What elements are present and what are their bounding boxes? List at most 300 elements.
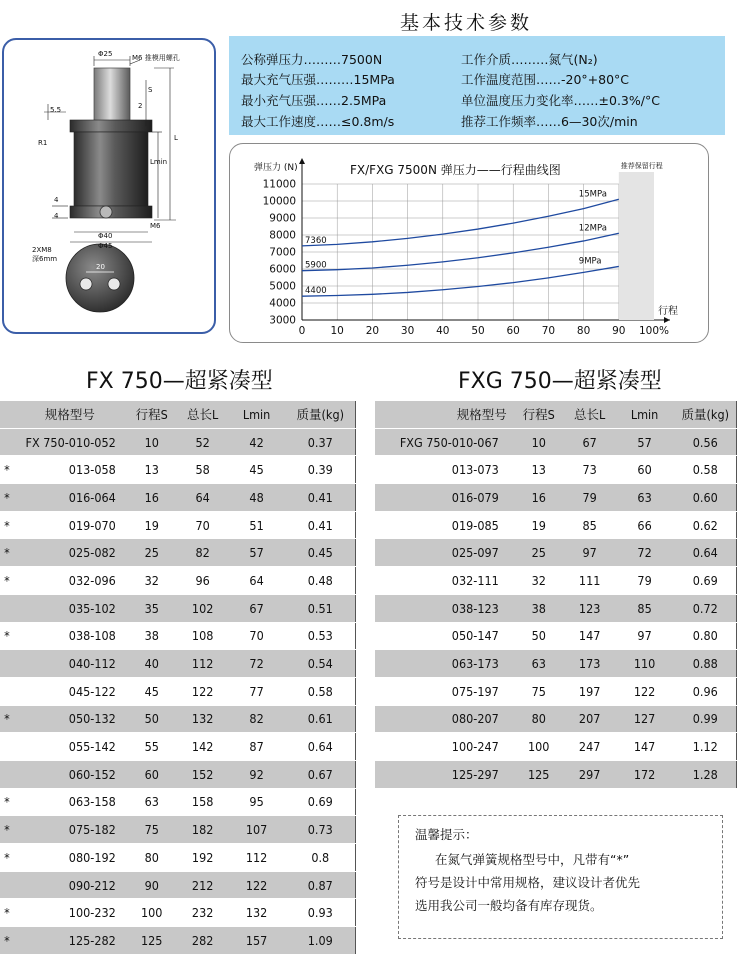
series-name-label: 12MPa (578, 223, 607, 234)
row-model: 038-108 (14, 622, 126, 650)
header-length: 总长L (178, 401, 228, 428)
row-model: 100-232 (14, 899, 126, 927)
row-lmin: 107 (228, 816, 286, 844)
x-tick-label: 60 (506, 325, 520, 337)
row-star-marker: * (0, 539, 14, 567)
dim-4b: 4 (54, 212, 59, 220)
row-mass: 0.67 (286, 760, 356, 788)
row-star-marker (0, 733, 14, 761)
table-row (0, 567, 356, 595)
row-stroke: 25 (126, 539, 178, 567)
table-row (375, 760, 737, 788)
row-mass: 0.48 (286, 567, 356, 595)
mounting-hole-left (80, 278, 92, 290)
row-length: 123 (565, 594, 615, 622)
row-length: 152 (178, 760, 228, 788)
row-lmin: 45 (228, 456, 286, 484)
row-model: 013-073 (375, 456, 513, 484)
spec-max-pressure: 最大充气压强………15MPa (241, 72, 395, 87)
table-row (0, 511, 356, 539)
row-mass: 0.51 (286, 594, 356, 622)
header-model: 规格型号 (375, 401, 513, 428)
row-model: 075-182 (14, 816, 126, 844)
x-tick-label: 30 (400, 325, 415, 337)
spec-temp-coefficient: 单位温度压力变化率……±0.3%/°C (461, 93, 660, 108)
x-tick-label: 100% (638, 325, 670, 337)
row-star-marker (0, 428, 14, 456)
row-model: 025-097 (375, 539, 513, 567)
row-mass: 0.88 (675, 650, 737, 678)
row-lmin: 82 (228, 705, 286, 733)
notice-line-2: 符号是设计中常用规格，建议设计者优先 (415, 875, 641, 890)
table-row (0, 760, 356, 788)
dim-d25: Φ25 (98, 50, 113, 58)
x-axis-label: 行程 (658, 306, 678, 317)
dim-5-5: 5.5 (50, 106, 62, 114)
header-stroke: 行程S (513, 401, 565, 428)
table-row (0, 705, 356, 733)
row-model: 055-142 (14, 733, 126, 761)
x-tick-label: 80 (576, 325, 591, 337)
row-mass: 0.53 (286, 622, 356, 650)
y-tick-label: 7000 (269, 246, 296, 259)
row-mass: 1.12 (675, 733, 737, 761)
table-row (0, 650, 356, 678)
row-mass: 0.64 (286, 733, 356, 761)
y-axis-label: 弹压力 (N) (254, 163, 298, 173)
row-mass: 0.64 (675, 539, 737, 567)
row-stroke: 45 (126, 677, 178, 705)
row-model: 063-158 (14, 788, 126, 816)
row-mass: 0.73 (286, 816, 356, 844)
row-model: 013-058 (14, 456, 126, 484)
row-model: 035-102 (14, 594, 126, 622)
row-model: 016-064 (14, 484, 126, 512)
dim-depth: 深6mm (32, 255, 58, 263)
row-length: 297 (565, 760, 615, 788)
row-length: 147 (565, 622, 615, 650)
table-row (375, 705, 737, 733)
series-name-label: 15MPa (578, 189, 607, 200)
header-stroke: 行程S (126, 401, 178, 428)
row-lmin: 122 (615, 677, 675, 705)
row-lmin: 42 (228, 428, 286, 456)
row-mass: 0.99 (675, 705, 737, 733)
row-lmin: 112 (228, 844, 286, 872)
notice-line-1: 在氮气弹簧规格型号中，凡带有“*” (435, 852, 630, 867)
table-row (375, 539, 737, 567)
dim-s: S (148, 86, 153, 94)
force-stroke-chart-panel (229, 143, 709, 343)
dim-2xm8: 2XM8 (32, 246, 52, 254)
x-tick-label: 10 (330, 325, 344, 337)
mounting-hole-right (108, 278, 120, 290)
row-stroke: 35 (126, 594, 178, 622)
row-length: 108 (178, 622, 228, 650)
row-mass: 0.61 (286, 705, 356, 733)
row-stroke: 80 (513, 705, 565, 733)
y-tick-label: 5000 (269, 280, 296, 293)
header-length: 总长L (565, 401, 615, 428)
row-star-marker (0, 650, 14, 678)
reserve-stroke-region (619, 172, 654, 320)
dim-m6-top: M6 推模用螺孔 (132, 54, 180, 62)
row-star-marker: * (0, 816, 14, 844)
row-mass: 1.09 (286, 927, 356, 955)
row-star-marker (0, 760, 14, 788)
row-model: 080-207 (375, 705, 513, 733)
row-model: 125-282 (14, 927, 126, 955)
row-model: 019-085 (375, 511, 513, 539)
row-lmin: 110 (615, 650, 675, 678)
row-stroke: 10 (126, 428, 178, 456)
table-row (0, 733, 356, 761)
valve-port (100, 206, 112, 218)
row-lmin: 132 (228, 899, 286, 927)
fx-section-title: FX 750—超紧凑型 (86, 369, 273, 394)
row-length: 122 (178, 677, 228, 705)
y-tick-label: 11000 (262, 178, 296, 191)
row-star-marker: * (0, 567, 14, 595)
spec-panel (229, 36, 725, 135)
spec-medium: 工作介质………氮气(N₂) (461, 52, 598, 67)
dim-r1: R1 (38, 139, 48, 147)
row-mass: 0.58 (286, 677, 356, 705)
row-model: 050-132 (14, 705, 126, 733)
row-lmin: 172 (615, 760, 675, 788)
row-stroke: 75 (513, 677, 565, 705)
row-model: 045-122 (14, 677, 126, 705)
row-length: 96 (178, 567, 228, 595)
fxg-section-title: FXG 750—超紧凑型 (458, 369, 662, 394)
y-tick-label: 4000 (269, 297, 296, 310)
row-lmin: 63 (615, 484, 675, 512)
spec-temp-range: 工作温度范围……-20°+80°C (461, 72, 630, 87)
header-lmin: Lmin (228, 401, 286, 428)
row-star-marker (0, 594, 14, 622)
header-mass: 质量(kg) (286, 401, 356, 428)
dim-20: 20 (96, 263, 105, 271)
y-tick-label: 6000 (269, 263, 296, 276)
series-line-15MPa (302, 199, 619, 246)
row-length: 97 (565, 539, 615, 567)
row-mass: 0.56 (675, 428, 737, 456)
header-model: 规格型号 (14, 401, 126, 428)
row-mass: 0.39 (286, 456, 356, 484)
row-lmin: 79 (615, 567, 675, 595)
row-length: 67 (565, 428, 615, 456)
x-tick-label: 50 (471, 325, 485, 337)
row-stroke: 100 (126, 899, 178, 927)
row-length: 182 (178, 816, 228, 844)
notice-line-3: 选用我公司一般均备有库存现货。 (415, 898, 603, 913)
piston-rod (94, 68, 130, 126)
row-stroke: 80 (126, 844, 178, 872)
x-tick-label: 40 (436, 325, 450, 337)
row-mass: 0.41 (286, 484, 356, 512)
row-lmin: 57 (228, 539, 286, 567)
x-tick-label: 70 (541, 325, 556, 337)
row-model: 063-173 (375, 650, 513, 678)
row-length: 132 (178, 705, 228, 733)
row-model: 100-247 (375, 733, 513, 761)
table-row (375, 650, 737, 678)
dim-d45: Φ45 (98, 242, 113, 250)
table-row (0, 788, 356, 816)
table-row (0, 844, 356, 872)
row-length: 73 (565, 456, 615, 484)
row-length: 192 (178, 844, 228, 872)
row-stroke: 25 (513, 539, 565, 567)
x-tick-label: 90 (612, 325, 626, 337)
table-row (0, 899, 356, 927)
row-model: 090-212 (14, 871, 126, 899)
row-mass: 0.72 (675, 594, 737, 622)
series-start-label: 5900 (305, 260, 327, 271)
table-row (0, 594, 356, 622)
x-axis-arrow (664, 317, 670, 323)
row-lmin: 70 (228, 622, 286, 650)
row-stroke: 60 (126, 760, 178, 788)
row-stroke: 10 (513, 428, 565, 456)
dim-lmin: Lmin (150, 158, 168, 166)
row-model: 019-070 (14, 511, 126, 539)
row-stroke: 50 (513, 622, 565, 650)
dim-2: 2 (138, 102, 143, 110)
row-lmin: 85 (615, 594, 675, 622)
row-stroke: 63 (513, 650, 565, 678)
header-mass: 质量(kg) (675, 401, 737, 428)
row-length: 197 (565, 677, 615, 705)
spec-frequency: 推荐工作频率……6—30次/min (461, 114, 638, 129)
row-mass: 0.93 (286, 899, 356, 927)
series-start-label: 7360 (305, 235, 327, 246)
row-length: 111 (565, 567, 615, 595)
row-mass: 0.41 (286, 511, 356, 539)
table-row (375, 594, 737, 622)
row-stroke: 38 (126, 622, 178, 650)
row-length: 158 (178, 788, 228, 816)
table-row (375, 677, 737, 705)
row-mass: 0.37 (286, 428, 356, 456)
row-length: 58 (178, 456, 228, 484)
row-stroke: 16 (513, 484, 565, 512)
row-stroke: 125 (126, 927, 178, 955)
row-stroke: 19 (513, 511, 565, 539)
row-lmin: 92 (228, 760, 286, 788)
table-row (375, 484, 737, 512)
row-lmin: 72 (228, 650, 286, 678)
table-row (0, 816, 356, 844)
table-row (0, 927, 356, 955)
row-model: 050-147 (375, 622, 513, 650)
row-star-marker: * (0, 511, 14, 539)
row-lmin: 48 (228, 484, 286, 512)
header-lmin: Lmin (615, 401, 675, 428)
row-model: 040-112 (14, 650, 126, 678)
row-mass: 0.60 (675, 484, 737, 512)
row-star-marker (0, 677, 14, 705)
row-length: 52 (178, 428, 228, 456)
row-mass: 0.45 (286, 539, 356, 567)
y-tick-label: 3000 (269, 314, 296, 327)
dim-l: L (174, 134, 178, 142)
row-model: 038-123 (375, 594, 513, 622)
row-stroke: 16 (126, 484, 178, 512)
row-model: 032-111 (375, 567, 513, 595)
row-lmin: 67 (228, 594, 286, 622)
notice-box (398, 815, 723, 939)
fx-spec-table (0, 401, 356, 955)
y-axis-arrow (299, 158, 305, 164)
row-lmin: 95 (228, 788, 286, 816)
row-lmin: 157 (228, 927, 286, 955)
row-model: 080-192 (14, 844, 126, 872)
row-model: 075-197 (375, 677, 513, 705)
dim-4a: 4 (54, 196, 59, 204)
x-tick-label: 0 (298, 325, 306, 337)
row-star-marker: * (0, 844, 14, 872)
row-star-marker: * (0, 927, 14, 955)
row-lmin: 87 (228, 733, 286, 761)
cylinder-body (74, 132, 148, 206)
row-length: 282 (178, 927, 228, 955)
table-row (0, 428, 356, 456)
table-row (0, 677, 356, 705)
row-stroke: 32 (513, 567, 565, 595)
row-length: 207 (565, 705, 615, 733)
body-top-collar (70, 120, 152, 132)
row-mass: 0.8 (286, 844, 356, 872)
table-header-row (375, 401, 737, 428)
spec-max-speed: 最大工作速度……≤0.8m/s (241, 114, 395, 129)
row-lmin: 127 (615, 705, 675, 733)
row-length: 142 (178, 733, 228, 761)
row-lmin: 57 (615, 428, 675, 456)
row-star-marker: * (0, 456, 14, 484)
table-row (0, 484, 356, 512)
row-model: 060-152 (14, 760, 126, 788)
page-title: 基本技术参数 (400, 12, 533, 34)
chart-title: FX/FXG 7500N 弹压力——行程曲线图 (350, 163, 561, 177)
series-line-9MPa (302, 266, 619, 296)
row-model: FX 750-010-052 (14, 428, 126, 456)
table-row (0, 456, 356, 484)
row-lmin: 60 (615, 456, 675, 484)
row-length: 102 (178, 594, 228, 622)
table-row (0, 622, 356, 650)
row-lmin: 147 (615, 733, 675, 761)
row-model: 025-082 (14, 539, 126, 567)
dim-d40: Φ40 (98, 232, 113, 240)
base-end-view (66, 244, 134, 312)
gas-spring-drawing (4, 40, 214, 332)
row-length: 82 (178, 539, 228, 567)
dim-m6-bottom: M6 (150, 222, 161, 230)
x-tick-label: 20 (365, 325, 380, 337)
row-stroke: 13 (513, 456, 565, 484)
spec-nominal-force: 公称弹压力………7500N (241, 52, 383, 67)
fxg-spec-table (375, 401, 737, 789)
table-row (375, 622, 737, 650)
table-row (0, 871, 356, 899)
y-tick-label: 10000 (262, 195, 296, 208)
table-row (375, 567, 737, 595)
table-row (375, 511, 737, 539)
row-stroke: 100 (513, 733, 565, 761)
row-length: 247 (565, 733, 615, 761)
row-lmin: 97 (615, 622, 675, 650)
series-name-label: 9MPa (578, 256, 602, 267)
row-stroke: 75 (126, 816, 178, 844)
row-length: 173 (565, 650, 615, 678)
row-mass: 0.69 (286, 788, 356, 816)
row-length: 70 (178, 511, 228, 539)
y-tick-label: 9000 (269, 212, 296, 225)
row-star-marker: * (0, 705, 14, 733)
row-stroke: 90 (126, 871, 178, 899)
table-row (375, 733, 737, 761)
row-length: 85 (565, 511, 615, 539)
table-row (375, 428, 737, 456)
row-model: 032-096 (14, 567, 126, 595)
row-model: FXG 750-010-067 (375, 428, 513, 456)
row-mass: 0.69 (675, 567, 737, 595)
row-mass: 0.54 (286, 650, 356, 678)
row-lmin: 64 (228, 567, 286, 595)
row-star-marker (0, 871, 14, 899)
row-lmin: 51 (228, 511, 286, 539)
row-star-marker: * (0, 899, 14, 927)
row-lmin: 66 (615, 511, 675, 539)
row-mass: 1.28 (675, 760, 737, 788)
row-mass: 0.62 (675, 511, 737, 539)
row-mass: 0.96 (675, 677, 737, 705)
row-stroke: 40 (126, 650, 178, 678)
row-lmin: 77 (228, 677, 286, 705)
row-stroke: 38 (513, 594, 565, 622)
row-length: 64 (178, 484, 228, 512)
row-length: 212 (178, 871, 228, 899)
notice-title: 温馨提示： (415, 827, 478, 842)
reserve-stroke-label: 推荐保留行程 (620, 162, 663, 170)
row-model: 125-297 (375, 760, 513, 788)
row-stroke: 32 (126, 567, 178, 595)
row-star-marker: * (0, 788, 14, 816)
row-length: 112 (178, 650, 228, 678)
table-row (0, 539, 356, 567)
series-start-label: 4400 (305, 286, 327, 297)
row-stroke: 63 (126, 788, 178, 816)
spec-min-pressure: 最小充气压强……2.5MPa (241, 93, 387, 108)
table-row (375, 456, 737, 484)
row-stroke: 125 (513, 760, 565, 788)
row-star-marker: * (0, 622, 14, 650)
table-header-row (0, 401, 356, 428)
row-star-marker: * (0, 484, 14, 512)
y-tick-label: 8000 (269, 229, 296, 242)
force-stroke-chart (230, 144, 708, 342)
product-diagram-panel (2, 38, 216, 334)
row-model: 016-079 (375, 484, 513, 512)
row-length: 232 (178, 899, 228, 927)
row-mass: 0.58 (675, 456, 737, 484)
row-mass: 0.87 (286, 871, 356, 899)
row-stroke: 19 (126, 511, 178, 539)
row-lmin: 122 (228, 871, 286, 899)
row-stroke: 13 (126, 456, 178, 484)
row-stroke: 50 (126, 705, 178, 733)
